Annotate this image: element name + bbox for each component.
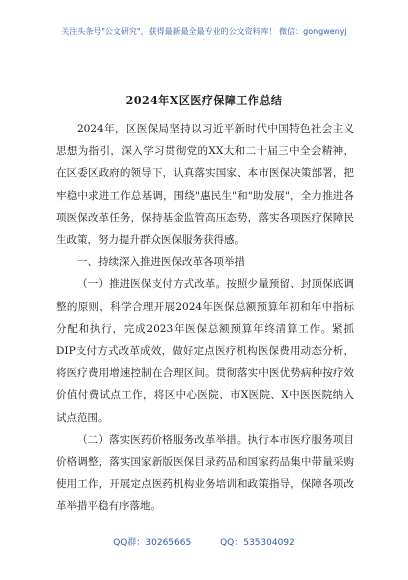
source-notice: 关注头条号"公文研究"，获得最新最全最专业的公文资料库！ 微信：gongwenyj xyxy=(61,27,347,36)
document-title: 2024年X区医疗保障工作总结 xyxy=(125,94,283,107)
paragraph-payment-reform: （一）推进医保支付方式改革。按照少量预留、封顶保底调整的原则，科学合理开展2024年医保总额预算年初和年中指标分配和执行，完成2023年医保总额预算年终清算工作。紧抓DIP支付方式改革成效，做好定点医疗机构医保费用动态分析，将医疗费用增速控制在合理区间。贯彻落实中医优势病种按疗效价值付费试点工作，将区中心医院、市X医院、X中医医院纳入试点范围。 xyxy=(56,278,354,424)
qq-group-text: QQ群：30265665 xyxy=(113,538,192,548)
qq-text: QQ：535304092 xyxy=(220,538,295,548)
section-heading: 一、持续深入推进医保改革各项举措 xyxy=(77,256,245,269)
contact-footer xyxy=(0,535,408,548)
document-body xyxy=(56,118,354,518)
intro-paragraph: 2024年，区医保局坚持以习近平新时代中国特色社会主义思想为指引，深入学习贯彻党的XX大和二十届三中全会精神，在区委区政府的领导下，认真落实国家、本市医保决策部署，把牢稳中求进工作总基调，围绕"惠民生"和"助发展"，全力推进各项医保改革任务，保持基金监管高压态势，落实各项医疗保障民生政策，努力提升群众医保服务获得感。 xyxy=(56,123,354,247)
paragraph-price-reform: （二）落实医药价格服务改革举措。执行本市医疗服务项目价格调整，落实国家新版医保目录药品和国家药品集中带量采购使用工作，开展定点医药机构业务培训和政策指导，保障各项改革举措平稳有序落地。 xyxy=(56,433,354,513)
